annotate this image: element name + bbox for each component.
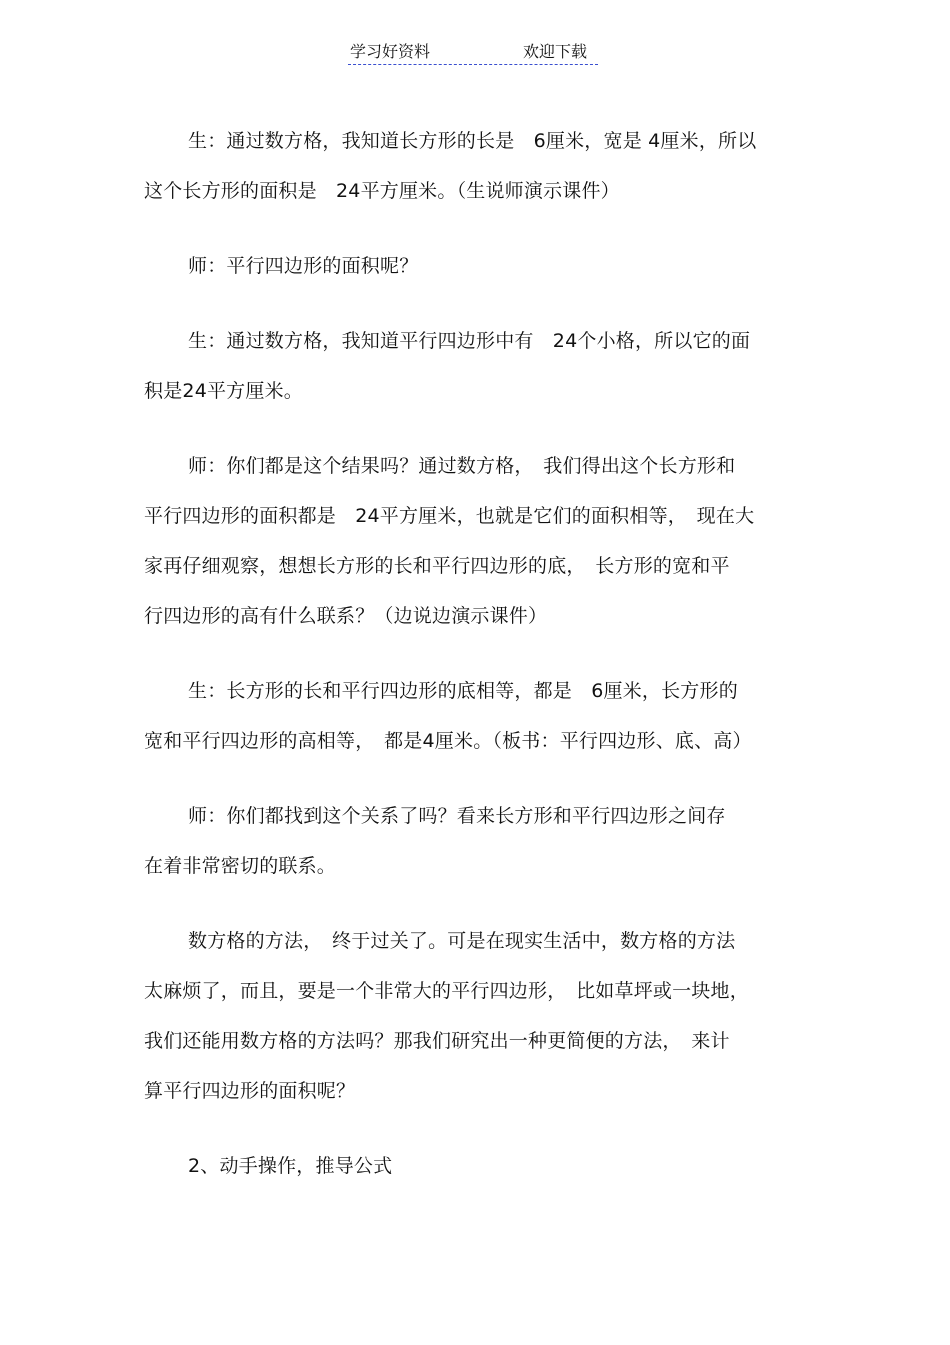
header-left-text: 学习好资料 [350, 42, 431, 61]
paragraph [144, 241, 809, 291]
page-header [348, 40, 598, 65]
text-line: 生：通过数方格，我知道长方形的长是 6厘米，宽是 4厘米，所以 [188, 130, 757, 152]
text-line: 平行四边形的面积都是 24平方厘米，也就是它们的面积相等， 现在大 [144, 505, 755, 527]
paragraph [144, 916, 809, 1116]
paragraph [144, 791, 809, 891]
text-line: 家再仔细观察，想想长方形的长和平行四边形的底， 长方形的宽和平 [144, 555, 730, 577]
paragraph [144, 116, 809, 216]
text-line: 在着非常密切的联系。 [144, 855, 337, 877]
text-line: 数方格的方法， 终于过关了。可是在现实生活中，数方格的方法 [188, 930, 736, 952]
paragraph [144, 1141, 809, 1191]
paragraph [144, 316, 809, 416]
text-line: 积是24平方厘米。 [144, 380, 303, 402]
text-line: 师：平行四边形的面积呢？ [188, 255, 419, 277]
text-line: 师：你们都是这个结果吗？通过数方格， 我们得出这个长方形和 [188, 455, 736, 477]
text-line: 宽和平行四边形的高相等， 都是4厘米。（板书：平行四边形、底、高） [144, 730, 752, 752]
document-body [144, 116, 809, 1216]
text-line: 师：你们都找到这个关系了吗？看来长方形和平行四边形之间存 [188, 805, 726, 827]
paragraph [144, 441, 809, 641]
header-right-text: 欢迎下载 [523, 42, 588, 61]
text-line: 生：通过数方格，我知道平行四边形中有 24个小格，所以它的面 [188, 330, 751, 352]
text-line: 我们还能用数方格的方法吗？那我们研究出一种更简便的方法， 来计 [144, 1030, 730, 1052]
text-line: 行四边形的高有什么联系？（边说边演示课件） [144, 605, 548, 627]
text-line: 这个长方形的面积是 24平方厘米。（生说师演示课件） [144, 180, 620, 202]
text-line: 2、动手操作，推导公式 [188, 1155, 393, 1177]
text-line: 算平行四边形的面积呢？ [144, 1080, 356, 1102]
text-line: 生：长方形的长和平行四边形的底相等，都是 6厘米，长方形的 [188, 680, 738, 702]
paragraph [144, 666, 809, 766]
text-line: 太麻烦了，而且，要是一个非常大的平行四边形， 比如草坪或一块地， [144, 980, 749, 1002]
